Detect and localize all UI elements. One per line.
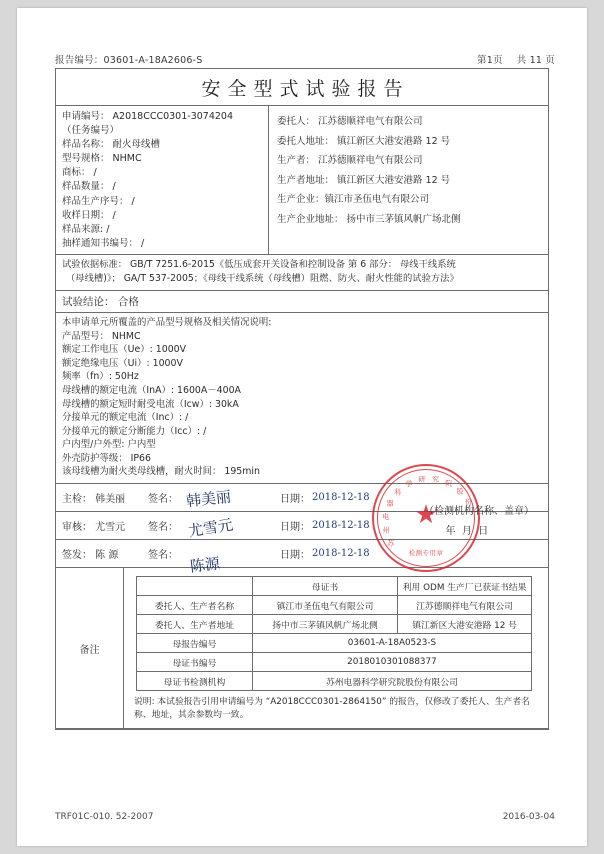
signature-label: 签名： bbox=[148, 522, 178, 534]
table-row bbox=[137, 615, 532, 634]
info-line: 抽样通知书编号： / bbox=[62, 237, 145, 249]
page-title: 安全型式试验报告 bbox=[201, 77, 410, 100]
remark-body bbox=[124, 568, 548, 728]
page-indicator bbox=[463, 52, 555, 66]
spec-line: 频率（fn）: 50Hz bbox=[62, 371, 139, 383]
seal-year-label: 年 bbox=[445, 526, 456, 538]
date-label: 日期： bbox=[280, 550, 310, 562]
standard-line-1: 试验依据标准： GB/T 7251.6-2015《低压成套开关设备和控制设备 第 6 部分： 母线干线系统 bbox=[62, 258, 456, 270]
spec-line: 分接单元的额定电流（Inc）: / bbox=[62, 412, 189, 424]
signature-label: 签名： bbox=[148, 550, 178, 562]
standard-row bbox=[56, 255, 548, 291]
document-page bbox=[17, 8, 587, 846]
spec-intro: 本申请单元所覆盖的产品型号规格及相关情况说明: bbox=[62, 316, 272, 328]
remark-table bbox=[136, 576, 532, 691]
footer-date: 2016-03-04 bbox=[502, 812, 555, 822]
info-line: 样品数量： / bbox=[62, 181, 116, 193]
date-label: 日期： bbox=[280, 494, 310, 506]
seal-top-text: 苏 州 电 器 科 学 研 究 院 股 份 bbox=[382, 475, 472, 548]
signature-label: 签名： bbox=[148, 494, 178, 506]
remark-note bbox=[134, 696, 534, 722]
conclusion-row bbox=[56, 291, 548, 313]
info-line: 委托人： 江苏德顺祥电气有限公司 bbox=[277, 116, 423, 127]
remark-label: 备注 bbox=[56, 568, 124, 728]
info-line: 样品名称： 耐火母线槽 bbox=[62, 139, 161, 151]
title-row bbox=[56, 69, 548, 106]
signature-role: 审核： 尤雪元 bbox=[62, 522, 126, 534]
signature-block bbox=[56, 475, 548, 576]
info-line: 委托人地址： 镇江新区大港安港路 12 号 bbox=[277, 135, 451, 147]
date-label: 日期： bbox=[280, 522, 310, 534]
report-number-value: 03601-A-18A2606-S bbox=[103, 55, 203, 66]
info-line: 样品生产序号： / bbox=[62, 195, 135, 207]
spec-line: 额定工作电压（Ue）: 1000V bbox=[62, 344, 187, 356]
spec-line: 分接单元的额定分断能力（Icc）: / bbox=[62, 425, 207, 437]
handwritten-signature: 陈源 bbox=[189, 553, 222, 576]
handwritten-signature: 尤雪元 bbox=[186, 515, 235, 540]
signature-date: 2018-12-18 bbox=[312, 492, 370, 504]
seal-bottom-text: 检测专用章 bbox=[408, 549, 444, 558]
page-header bbox=[55, 52, 555, 66]
row-value: 03601-A-18A0523-S bbox=[252, 634, 531, 653]
row-label: 母证书检测机构 bbox=[137, 672, 253, 691]
table-header-blank bbox=[137, 577, 253, 596]
page-total: 共 11 页 bbox=[516, 55, 555, 66]
applicant-right-column bbox=[269, 106, 548, 254]
seal-date bbox=[436, 522, 488, 537]
page-current: 第1页 bbox=[477, 55, 503, 66]
applicant-info-row bbox=[56, 106, 548, 255]
row-label: 母证书编号 bbox=[137, 653, 253, 672]
row-value: 苏州电器科学研究院股份有限公司 bbox=[252, 672, 531, 691]
table-row bbox=[137, 634, 532, 653]
applicant-left-column bbox=[56, 106, 269, 254]
seal-day-label: 日 bbox=[478, 526, 489, 538]
row-label: 委托人、生产者地址 bbox=[137, 615, 253, 634]
spec-line: 母线槽的额定电流（InA）: 1600A－400A bbox=[62, 384, 241, 396]
table-header-odm: 利用 ODM 生产厂已获证书结果 bbox=[398, 577, 532, 596]
table-row bbox=[137, 577, 532, 596]
table-row bbox=[137, 596, 532, 615]
info-line: 生产企业地址： 扬中市三茅镇风帆广场北侧 bbox=[277, 213, 461, 225]
row-label: 委托人、生产者名称 bbox=[137, 596, 253, 615]
info-line: 商标： / bbox=[62, 167, 97, 179]
signature-row bbox=[56, 540, 548, 576]
standard-line-2: （母线槽)》； GA/T 537-2005；《母线干线系统（母线槽）阻燃、防火、耐火性能的试验方法》 bbox=[66, 273, 459, 285]
info-line: 型号规格： NHMC bbox=[62, 153, 142, 165]
table-row bbox=[137, 653, 532, 672]
remark-note-line-2: 称、地址，其余参数均一致。 bbox=[134, 710, 249, 721]
table-header-parent-cert: 母证书 bbox=[252, 577, 397, 596]
remark-note-line-1: 说明: 本试验报告引用申请编号为 “A2018CCC0301-2864150” 的报告，仅修改了委托人、生产者名 bbox=[134, 697, 530, 708]
conclusion-text: 试验结论： 合格 bbox=[62, 295, 139, 308]
info-line: 生产者： 江苏德顺祥电气有限公司 bbox=[277, 155, 423, 166]
row-value: 江苏德顺祥电气有限公司 bbox=[398, 596, 532, 615]
report-table bbox=[55, 68, 549, 730]
row-value: 扬中市三茅镇风帆广场北侧 bbox=[252, 615, 397, 634]
spec-line: 该母线槽为耐火类母线槽，耐火时间： 195min bbox=[62, 466, 260, 478]
signature-date: 2018-12-18 bbox=[312, 520, 370, 532]
seal-star-icon: ★ bbox=[414, 500, 438, 531]
specification-row bbox=[56, 313, 548, 484]
spec-line: 产品型号： NHMC bbox=[62, 330, 141, 342]
page-footer bbox=[55, 812, 555, 826]
spec-line: 额定绝缘电压（Ui）: 1000V bbox=[62, 357, 183, 369]
report-number-label: 报告编号： bbox=[55, 55, 104, 66]
info-line: 收样日期： / bbox=[62, 209, 116, 221]
spec-line: 母线槽的额定短时耐受电流（Icw）: 30kA bbox=[62, 398, 239, 410]
footer-form-code: TRF01C-010. 52-2007 bbox=[55, 812, 154, 822]
info-line: （任务编号） bbox=[62, 125, 120, 137]
info-line: 样品来源: / bbox=[62, 223, 110, 235]
signature-role: 主检： 韩美丽 bbox=[62, 494, 126, 506]
spec-line: 外壳防护等级： IP66 bbox=[62, 452, 151, 464]
info-line: 生产企业：镇江市圣伍电气有限公司 bbox=[277, 194, 430, 205]
seal-month-label: 月 bbox=[461, 526, 472, 538]
handwritten-signature: 韩美丽 bbox=[185, 487, 232, 510]
row-label: 母报告编号 bbox=[137, 634, 253, 653]
row-value: 镇江新区大港安港路 12 号 bbox=[398, 615, 532, 634]
info-line: 申请编号： A2018CCC0301-3074204 bbox=[62, 111, 234, 122]
report-number bbox=[55, 52, 203, 66]
row-value: 2018010301088377 bbox=[252, 653, 531, 672]
remark-row bbox=[56, 568, 548, 729]
signature-date: 2018-12-18 bbox=[312, 548, 370, 560]
row-value: 镇江市圣伍电气有限公司 bbox=[252, 596, 397, 615]
seal-note: （检测机构名称、盖章） bbox=[424, 506, 534, 518]
table-row bbox=[137, 672, 532, 691]
info-line: 生产者地址： 镇江新区大港安港路 12 号 bbox=[277, 174, 451, 186]
spec-line: 户内型/户外型: 户内型 bbox=[62, 439, 156, 451]
signature-role: 签发： 陈 源 bbox=[62, 550, 119, 562]
